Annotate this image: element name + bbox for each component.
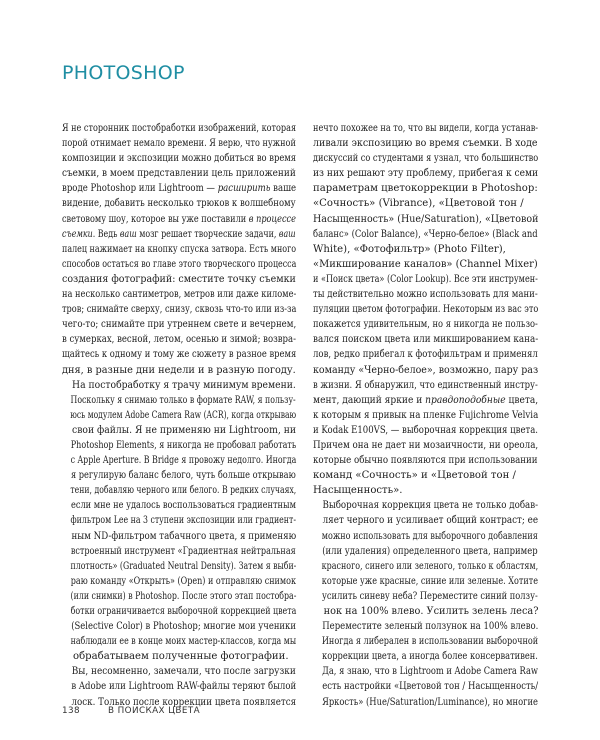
text-line: коррекции цвета, а иногда более консервативен.	[322, 651, 538, 663]
text-line: Выборочная коррекция цвета не только добав-	[322, 500, 539, 512]
paragraph	[313, 664, 538, 709]
text-line: ным ND-фильтром табачного цвета, я применяю	[71, 530, 297, 542]
text-line: дискуссий со студентами я узнал, что большинство	[313, 153, 539, 165]
text-line: команду «Черно-белое», возможно, пару раз	[313, 364, 539, 376]
text-line: усилить синеву неба? Переместите синий ползу-	[322, 590, 538, 602]
page-footer	[62, 706, 200, 716]
paragraph	[313, 121, 538, 498]
text-line: Photoshop Elements, я никогда не пробовал работать	[70, 439, 297, 451]
text-line: на несколько сантиметров, метров или даже киломе-	[62, 289, 297, 301]
text-line: Поскольку я снимаю только в формате RAW, я пользу-	[70, 394, 296, 406]
text-line: «Сочность» (Vibrance), «Цветовой тон /	[313, 198, 524, 210]
paragraph	[62, 664, 296, 709]
text-line: нечто похожее на то, что вы видели, когда устанав-	[313, 123, 539, 134]
text-line: пуляции цветом фотографии. Некоторым из вас это	[313, 304, 539, 316]
text-line: красного, синего или зеленого, только к областям,	[321, 560, 539, 572]
paragraph	[62, 121, 296, 378]
text-line: покажется удивительным, но я никогда не пользо-	[313, 319, 538, 331]
text-line: которые обычно появляются при использовании	[313, 455, 538, 467]
text-line: баланс» (Color Balance), «Черно-белое» (Black and	[313, 228, 538, 240]
text-line: Переместите зеленый ползунок на 100% влево.	[322, 621, 539, 633]
paragraph	[313, 498, 538, 664]
text-line: если мне не удалось воспользоваться градиентным	[70, 500, 296, 512]
text-line: (или удаления) определенного цвета, например	[322, 545, 538, 557]
text-line: с Apple Aperture. В Bridge я провожу недолго. Иногда	[70, 455, 297, 467]
text-line: обрабатываем полученные фотографии.	[73, 651, 289, 663]
text-line: фильтром Lee на 3 ступени экспозиции или градиент-	[70, 515, 296, 527]
text-line: White), «Фотофильтр» (Photo Filter),	[313, 243, 506, 255]
running-section-title: В ПОИСКАХ ЦВЕТА	[108, 706, 200, 716]
text-line: встроенный инструмент «Градиентная нейтральная	[70, 545, 296, 557]
text-line: Я не сторонник постобработки изображений, которая	[62, 123, 297, 134]
text-line: лоск. Только после коррекции цвета появляется	[71, 696, 297, 708]
text-line: юсь модулем Adobe Camera Raw (ACR), когда открываю	[70, 409, 297, 421]
text-line: раю команду «Открыть» (Open) и отправляю снимок	[70, 575, 297, 587]
text-line: Насыщенность» (Hue/Saturation), «Цветовой	[313, 213, 539, 225]
text-line: Насыщенность».	[313, 485, 403, 497]
text-line: которые уже красные, синие или зеленые. Хотите	[321, 575, 538, 587]
text-line: На постобработку я трачу минимум времени.	[72, 379, 296, 391]
text-line: и Kodak E100VS, — выборочная коррекция цвета.	[313, 424, 539, 436]
page-number: 138	[62, 706, 80, 716]
text-line: тров; снимайте сверху, снизу, сквозь что-то или из-за	[62, 304, 297, 316]
text-line: световому шоу, которое вы уже поставили в процессе	[62, 213, 296, 225]
text-line: к которым я привык на пленке Fujichrome Velvia	[313, 409, 539, 421]
text-line: «Микширование каналов» (Channel Mixer)	[313, 258, 538, 270]
text-line: вался поиском цвета или микшированием кана-	[313, 334, 539, 346]
left-column	[62, 121, 296, 710]
text-line: дня, в разные дни недели и в разную погоду.	[62, 364, 296, 376]
text-line: (Selective Color) в Photoshop; многие мои ученики	[71, 621, 296, 633]
paragraph	[62, 378, 296, 665]
text-line: тени, добавляю черного или белого. В редких случаях,	[70, 485, 297, 497]
page-title: PHOTOSHOP	[62, 62, 185, 84]
text-line: нок на 100% влево. Усилить зелень леса?	[323, 606, 539, 617]
text-line: вроде Photoshop или Lightroom — расширить ваше	[62, 183, 297, 195]
text-line: ты действительно можно использовать для мани-	[313, 289, 538, 301]
right-column	[313, 121, 538, 710]
text-line: порой отнимает немало времени. Я верю, что нужной	[62, 138, 296, 150]
text-line: щайтесь к одному и тому же сюжету в разное время	[62, 349, 297, 361]
text-line: палец нажимает на кнопку спуска затвора. Есть много	[62, 243, 297, 255]
text-line: ляет черного и усиливает общий контраст; ее	[322, 515, 539, 527]
text-line: в Adobe или Lightroom RAW-файлы теряют былой	[71, 681, 297, 693]
text-line: видение, добавить несколько трюков к волшебному	[62, 198, 296, 210]
text-line: из них решают эту проблему, прибегая к семи	[313, 168, 539, 180]
text-line: способов остаться во главе этого творческого процесса	[62, 258, 297, 270]
text-line: съемки. Ведь ваш мозг решает творческие задачи, ваш	[62, 228, 296, 240]
text-line: ливали экспозицию во время съемки. В ходе	[313, 138, 538, 150]
text-line: плотность» (Graduated Neutral Density). Затем я выби-	[70, 560, 297, 572]
text-line: в жизни. Я обнаружил, что единственный инстру-	[313, 379, 538, 391]
text-line: Вы, несомненно, замечали, что после загрузки	[71, 666, 296, 678]
text-line: ботки ограничивается выборочной коррекцией цвета	[70, 606, 297, 617]
text-line: съемки, в моем представлении цель приложений	[62, 168, 296, 180]
text-line: Да, я знаю, что в Lightroom и Adobe Camera Raw	[322, 666, 539, 678]
text-line: Иногда я либерален в использовании выборочной	[321, 636, 539, 648]
text-line: чего-то; снимайте при утреннем свете и вечернем,	[62, 319, 297, 331]
text-line: свои файлы. Я не применяю ни Lightroom, ни	[72, 424, 296, 436]
text-line: наблюдали ее в конце моих мастер-классов, когда мы	[70, 636, 297, 648]
text-line: есть настройки «Цветовой тон / Насыщенность/	[322, 681, 539, 693]
text-line: и «Поиск цвета» (Color Lookup). Все эти инструмен-	[313, 273, 538, 285]
text-line: композиции и экспозиции можно добиться во время	[62, 153, 297, 165]
text-line: параметрам цветокоррекции в Photoshop:	[313, 183, 538, 195]
text-line: лов, редко прибегал к фотофильтрам и применял	[313, 349, 538, 361]
text-line: создания фотографий: сместите точку съемки	[62, 273, 296, 285]
text-line: мент, дающий яркие и правдоподобные цвета,	[313, 394, 539, 406]
text-line: команд «Сочность» и «Цветовой тон /	[313, 470, 516, 482]
text-line: я регулирую баланс белого, чуть больше открываю	[70, 470, 296, 482]
text-line: (или снимки) в Photoshop. После этого этап постобра-	[70, 590, 297, 602]
text-line: Яркость» (Hue/Saturation/Luminance), но многие	[322, 696, 538, 708]
text-line: в сумерках, весной, летом, осенью и зимой; возвра-	[62, 334, 296, 346]
text-line: Причем она не дает ни мозаичности, ни ореола,	[313, 439, 539, 451]
text-line: можно использовать для выборочного добавления	[321, 530, 538, 542]
